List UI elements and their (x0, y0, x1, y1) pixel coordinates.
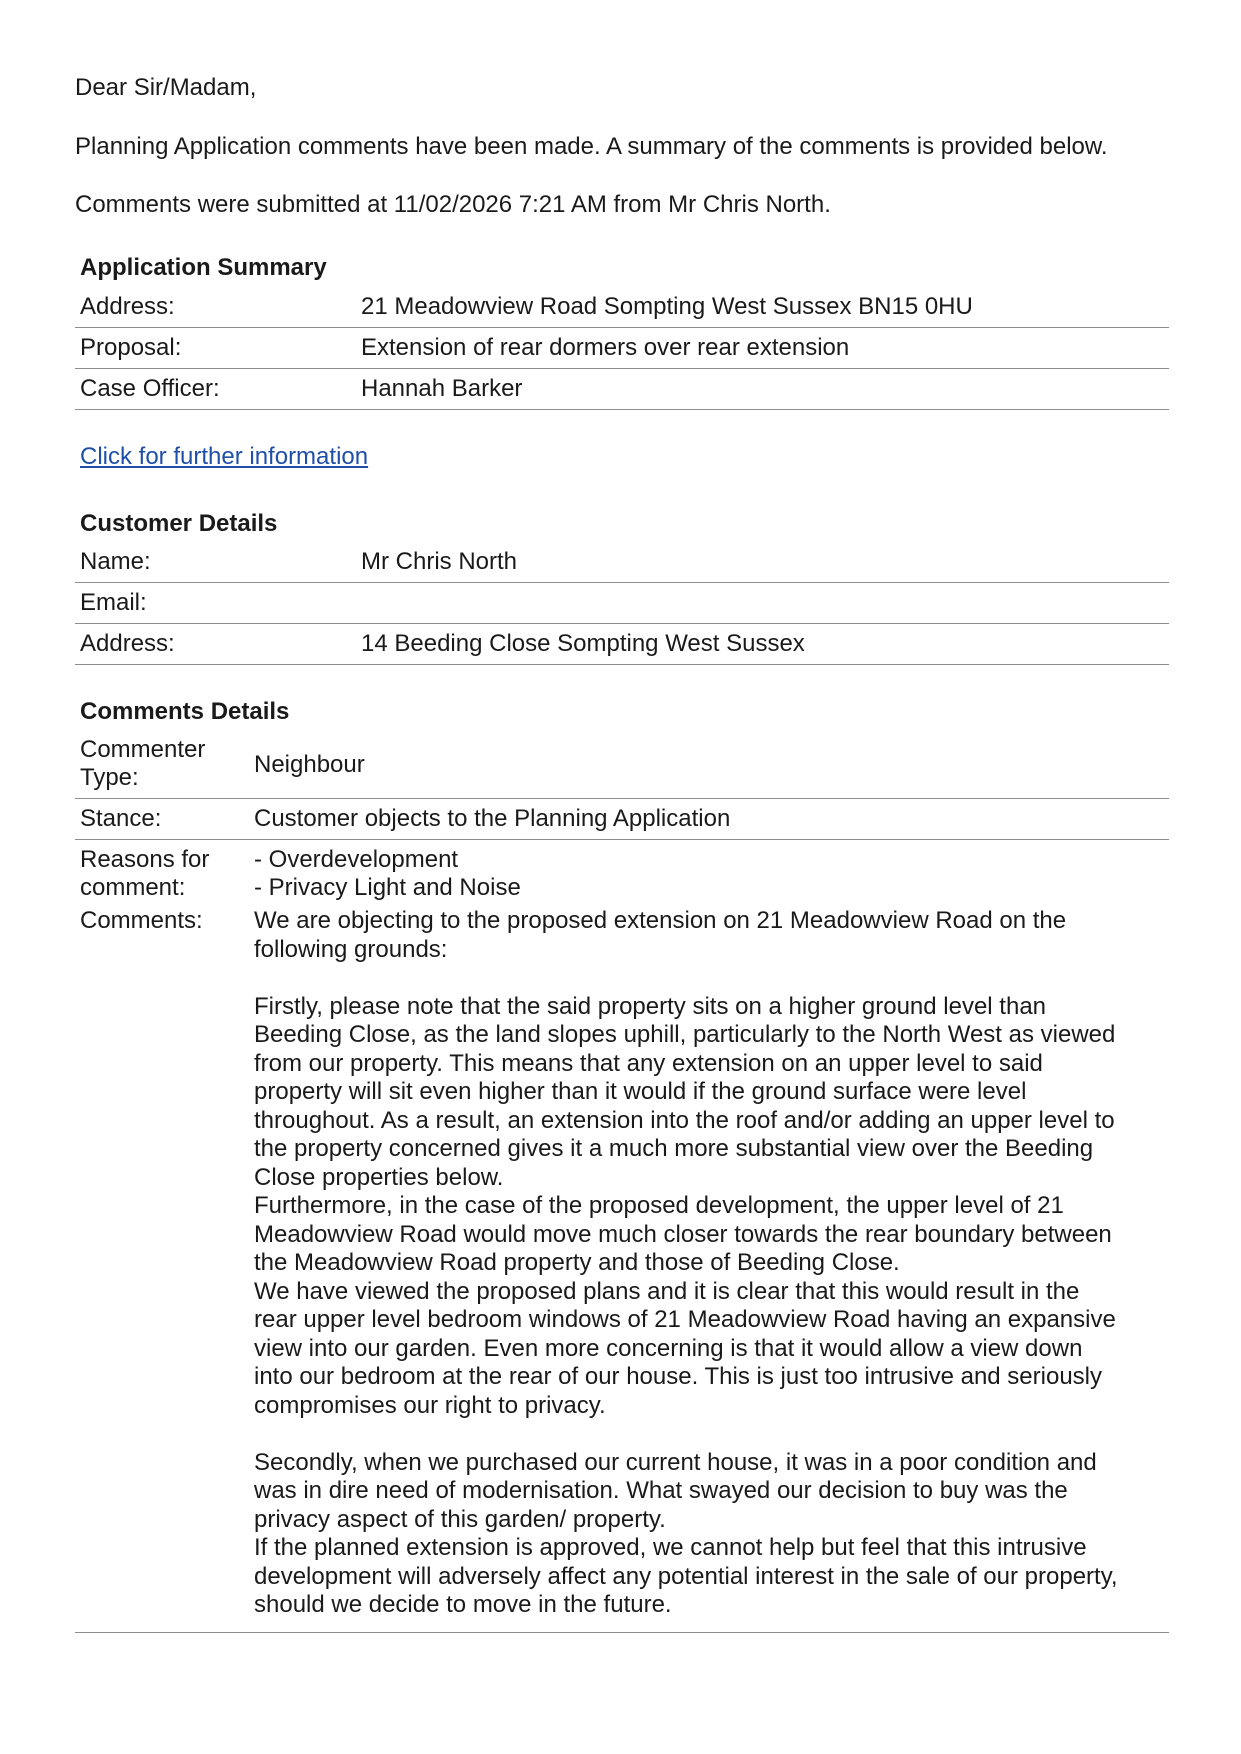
reasons-label: Reasons for comment: (80, 846, 210, 901)
application-summary-title: Application Summary (80, 254, 327, 281)
comments-details-table (75, 731, 1169, 1618)
address-value: 21 Meadowview Road Sompting West Sussex BN15 0HU (361, 293, 973, 320)
table-row (75, 369, 1169, 410)
name-value: Mr Chris North (361, 548, 518, 575)
commenter-type-label: Commenter Type: (80, 736, 206, 791)
comments-text: We are objecting to the proposed extension on 21 Meadowview Road on the following grounds: Firstly, please note that the said property sits on a higher ground level than Beeding Close, as the land slopes uphill, particularly to the North West as viewed from our property. This means that any extension on an upper level to said property will sit even higher than it would if the ground surface were level throughout. As a result, an extension into the roof and/or adding an upper level to the property concerned gives it a much more substantial view over the Beeding Close properties below. Furthermore, in the case of the proposed development, the upper level of 21 Meadowview Road would move much closer towards the rear boundary between the Meadowview Road property and those of Beeding Close. We have viewed the proposed plans and it is clear that this would result in the rear upper level bedroom windows of 21 Meadowview Road having an expansive view into our garden. Even more concerning is that it would allow a view down into our bedroom at the rear of our house. This is just too intrusive and seriously compromises our right to privacy. Secondly, when we purchased our current house, it was in a poor condition and was in dire need of modernisation. What swayed our decision to buy was the privacy aspect of this garden/ property. If the planned extension is approved, we cannot help but feel that this intrusive development will adversely affect any potential interest in the sale of our property, should we decide to move in the future. (254, 907, 1118, 1618)
table-row (75, 624, 1169, 665)
application-summary-table (75, 287, 1169, 410)
table-row (75, 583, 1169, 624)
customer-details-table (75, 542, 1169, 665)
reason-item: - Overdevelopment (254, 846, 459, 873)
proposal-value: Extension of rear dormers over rear extension (361, 334, 850, 361)
customer-details-title: Customer Details (80, 510, 278, 537)
intro-text: Planning Application comments have been made. A summary of the comments is provided below. (75, 133, 1108, 160)
table-row (75, 907, 1169, 1618)
table-row (75, 542, 1169, 583)
table-row (75, 731, 1169, 799)
table-row (75, 287, 1169, 328)
greeting: Dear Sir/Madam, (75, 74, 257, 101)
reason-item: - Privacy Light and Noise (254, 874, 521, 901)
customer-address-value: 14 Beeding Close Sompting West Sussex (361, 630, 805, 657)
table-row (75, 328, 1169, 369)
bottom-divider (75, 1632, 1169, 1633)
name-label: Name: (80, 548, 151, 575)
address-label: Address: (80, 293, 175, 320)
comments-details-title: Comments Details (80, 698, 290, 725)
submitted-text: Comments were submitted at 11/02/2026 7:21 AM from Mr Chris North. (75, 191, 831, 218)
email-label: Email: (80, 589, 147, 616)
stance-label: Stance: (80, 805, 162, 832)
comments-label: Comments: (80, 907, 203, 934)
commenter-type-value: Neighbour (254, 751, 365, 778)
customer-address-label: Address: (80, 630, 175, 657)
stance-value: Customer objects to the Planning Application (254, 805, 731, 832)
table-row (75, 799, 1169, 840)
proposal-label: Proposal: (80, 334, 182, 361)
case-officer-value: Hannah Barker (361, 375, 523, 402)
table-row (75, 840, 1169, 907)
further-information-link[interactable]: Click for further information (80, 443, 369, 470)
case-officer-label: Case Officer: (80, 375, 220, 402)
